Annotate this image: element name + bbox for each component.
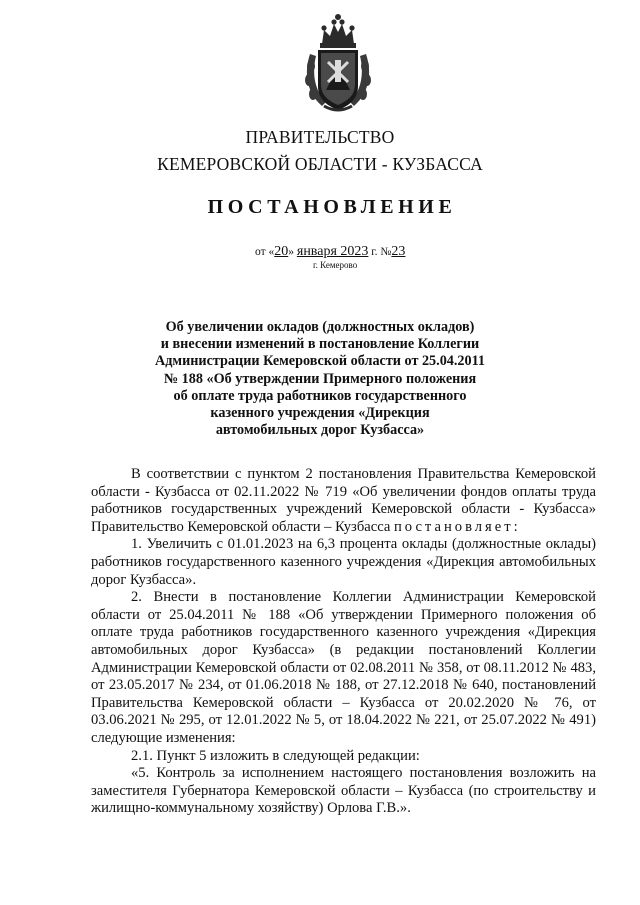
title-line: казенного учреждения «Дирекция (210, 405, 430, 422)
paragraph-item-2: 2. Внести в постановление Коллегии Администрации Кемеровской области от 25.04.2011 № 188 «Об утверждении Примерного положения об оплате труда работников государственного казенного учреждения «Дирекция автомобильных дорог Кузбасса» (в редакции постановлений Коллегии Администрации Кемеровской области от 02.08.2011 № 358, от 08.11.2012 № 483, от 23.05.2017 № 234, от 01.06.2018 № 188, от 27.12.2018 № 640, постановлений Правительства Кемеровской области – Кузбасса от 20.02.2020 № 76, от 03.06.2021 № 295, от 12.01.2022 № 5, от 18.04.2022 № 221, от 25.07.2022 № 491) следующие изменения: (91, 589, 596, 746)
preamble-end: : (513, 518, 518, 535)
document-body (91, 466, 596, 818)
title-line: Администрации Кемеровской области от 25.04.2011 (154, 353, 486, 370)
government-title-line1: ПРАВИТЕЛЬСТВО (245, 127, 395, 147)
date-day: 20 (274, 244, 289, 259)
government-title-line2: КЕМЕРОВСКОЙ ОБЛАСТИ - КУЗБАССА (157, 154, 483, 174)
document-number: 23 (391, 244, 406, 259)
date-month-year: января 2023 (296, 244, 369, 259)
date-prefix: от « (255, 246, 275, 258)
date-number-line (255, 244, 405, 260)
coat-of-arms-emblem (298, 6, 378, 116)
city-label: г. Кемерово (313, 260, 358, 270)
date-suffix: г. № (368, 246, 392, 258)
date-mid: » (288, 246, 297, 258)
resolves-word: постановляет (393, 518, 514, 535)
title-line: Об увеличении окладов (должностных окладов) (165, 319, 475, 335)
paragraph-item-5-text: «5. Контроль за исполнением настоящего постановления возложить на заместителя Губернатора Кемеровской области – Кузбасса (по строительству и жилищно-коммунальному хозяйству) Орлова Г.В.». (91, 765, 596, 817)
document-title (150, 319, 490, 439)
title-line: об оплате труда работников государственного (173, 387, 467, 404)
paragraph-preamble (91, 466, 596, 536)
document-type-heading: ПОСТАНОВЛЕНИЕ (207, 196, 457, 218)
paragraph-item-2-1: 2.1. Пункт 5 изложить в следующей редакции: (131, 747, 420, 764)
title-line: и внесении изменений в постановление Коллегии (160, 336, 480, 353)
preamble-text: В соответствии с пунктом 2 постановления Правительства Кемеровской области - Кузбасса от 02.11.2022 № 719 «Об увеличении фондов оплаты труда работников государственных учреждений Кемеровской области - Кузбасса» Правительство Кемеровской области – Кузбасса (91, 466, 596, 535)
title-line: автомобильных дорог Кузбасса» (215, 422, 425, 439)
paragraph-item-1: 1. Увеличить с 01.01.2023 на 6,3 процента оклады (должностные оклады) работников государственного казенного учреждения «Дирекция автомобильных дорог Кузбасса». (91, 536, 596, 588)
title-line: № 188 «Об утверждении Примерного положения (163, 370, 477, 387)
